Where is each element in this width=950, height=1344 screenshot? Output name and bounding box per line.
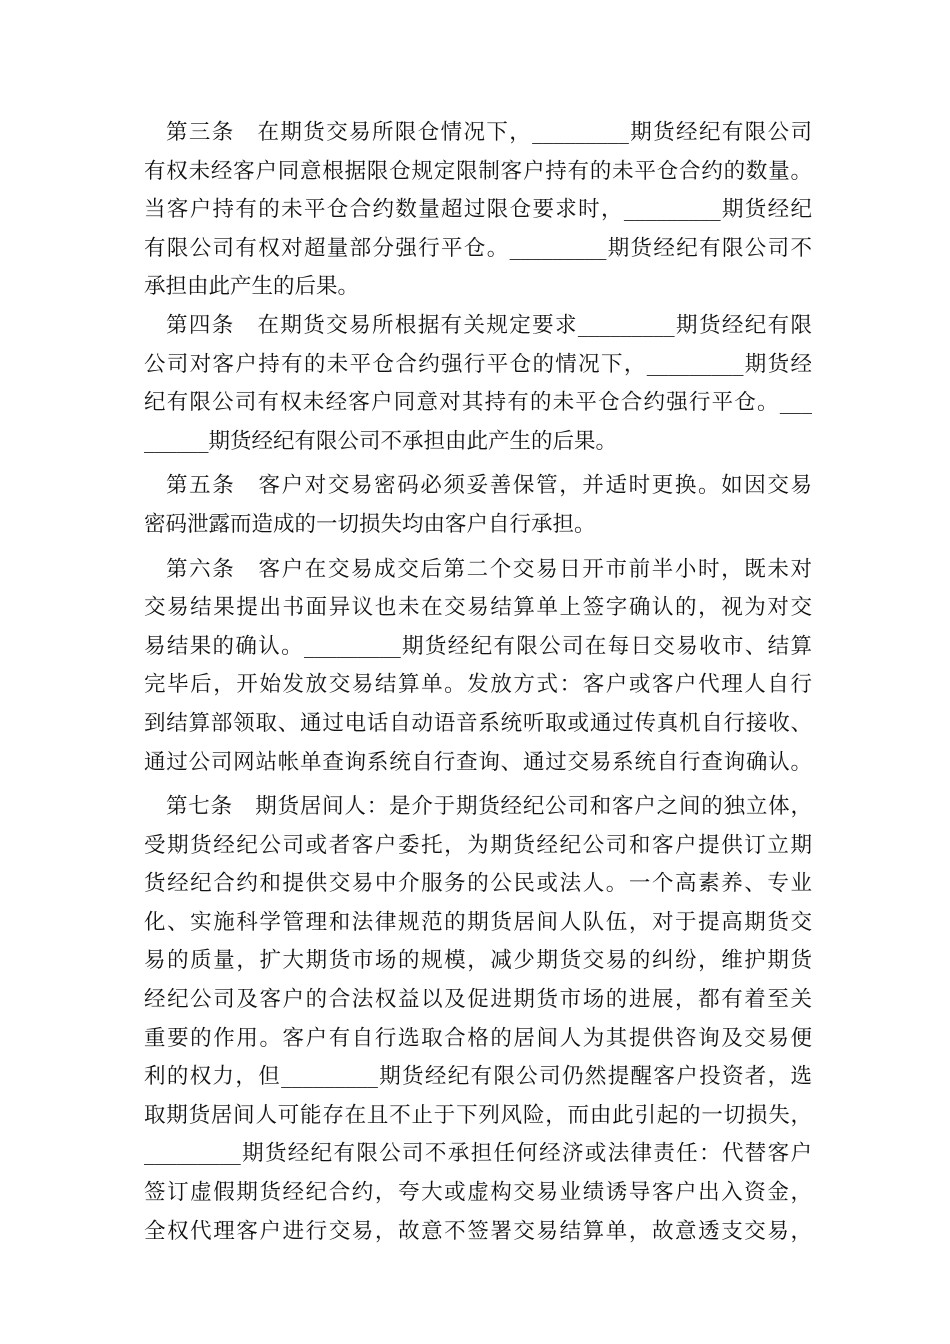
article-7 (144, 788, 812, 1251)
article-6 (144, 551, 812, 783)
article-5-line-2: 密码泄露而造成的一切损失均由客户自行承担。 (144, 511, 596, 537)
document-page (144, 114, 812, 1251)
article-7-line-11: 签订虚假期货经纪合约，夸大或虚构交易业绩诱导客户出入资金， (144, 1180, 812, 1206)
article-7-line-8: 利的权力，但_________期货经纪有限公司仍然提醒客户投资者，选 (144, 1064, 812, 1090)
article-7-line-5: 易的质量，扩大期货市场的规模，减少期货交易的纠纷，维护期货 (144, 948, 812, 974)
article-3-line-4: 有限公司有权对超量部分强行平仓。_________期货经纪有限公司不 (144, 235, 812, 261)
article-4-line-4: ______期货经纪有限公司不承担由此产生的后果。 (144, 428, 618, 454)
article-4-line-1: 第四条 在期货交易所根据有关规定要求_________期货经纪有限 (166, 312, 812, 338)
article-7-line-4: 化、实施科学管理和法律规范的期货居间人队伍，对于提高期货交 (144, 909, 812, 935)
article-4-line-2: 公司对客户持有的未平仓合约强行平仓的情况下，_________期货经 (144, 351, 812, 377)
article-7-line-9: 取期货居间人可能存在且不止于下列风险，而由此引起的一切损失， (144, 1102, 812, 1128)
article-6-line-2: 交易结果提出书面异议也未在交易结算单上签字确认的，视为对交 (144, 595, 812, 621)
article-3-line-5: 承担由此产生的后果。 (144, 274, 360, 300)
article-6-line-1: 第六条 客户在交易成交后第二个交易日开市前半小时，既未对 (166, 556, 812, 582)
article-6-line-6: 通过公司网站帐单查询系统自行查询、通过交易系统自行查询确认。 (144, 749, 812, 775)
article-5 (144, 467, 812, 544)
article-7-line-2: 受期货经纪公司或者客户委托，为期货经纪公司和客户提供订立期 (144, 832, 812, 858)
article-7-line-12: 全权代理客户进行交易，故意不签署交易结算单，故意透支交易， (144, 1218, 812, 1244)
article-3-line-2: 有权未经客户同意根据限仓规定限制客户持有的未平仓合约的数量。 (144, 158, 812, 184)
article-6-line-3: 易结果的确认。_________期货经纪有限公司在每日交易收市、结算 (144, 633, 812, 659)
article-7-line-10: _________期货经纪有限公司不承担任何经济或法律责任：代替客户 (144, 1141, 812, 1167)
article-6-line-4: 完毕后，开始发放交易结算单。发放方式：客户或客户代理人自行 (144, 672, 812, 698)
article-3-line-1: 第三条 在期货交易所限仓情况下，_________期货经纪有限公司 (166, 120, 812, 145)
article-4-line-3: 纪有限公司有权未经客户同意对其持有的未平仓合约强行平仓。___ (144, 390, 812, 416)
article-7-line-3: 货经纪合约和提供交易中介服务的公民或法人。一个高素养、专业 (144, 871, 812, 897)
article-5-line-1: 第五条 客户对交易密码必须妥善保管，并适时更换。如因交易 (166, 473, 812, 499)
article-3 (144, 114, 812, 307)
article-7-line-1: 第七条 期货居间人：是介于期货经纪公司和客户之间的独立体， (166, 794, 812, 820)
article-7-line-6: 经纪公司及客户的合法权益以及促进期货市场的进展，都有着至关 (144, 987, 812, 1013)
article-6-line-5: 到结算部领取、通过电话自动语音系统听取或通过传真机自行接收、 (144, 710, 812, 736)
article-3-line-3: 当客户持有的未平仓合约数量超过限仓要求时，_________期货经纪 (144, 197, 812, 223)
article-7-line-7: 重要的作用。客户有自行选取合格的居间人为其提供咨询及交易便 (144, 1025, 812, 1051)
article-4 (144, 307, 812, 461)
